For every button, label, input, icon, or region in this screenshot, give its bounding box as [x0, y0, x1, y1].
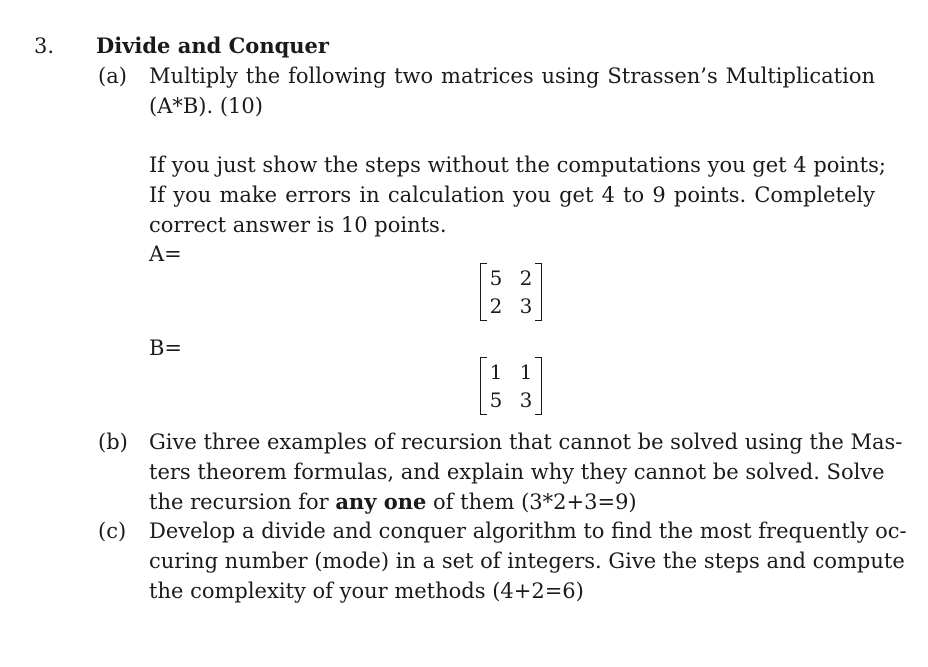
- matrix-a-label: A=: [149, 242, 182, 266]
- part-b-line-3: [149, 487, 637, 517]
- question-title: Divide and Conquer: [96, 33, 329, 58]
- matrix-a: [480, 263, 542, 321]
- part-a-line-2: (A*B). (10): [149, 94, 263, 118]
- emphasis-any-one: any one: [335, 489, 427, 514]
- part-a-note-line-2: If you make errors in calculation you get 4 to 9 points. Completely: [149, 183, 875, 207]
- part-b-line-2: ters theorem formulas, and explain why they cannot be solved. Solve: [149, 460, 885, 484]
- matrix-b-label: B=: [149, 336, 183, 360]
- part-a-note-line-3: correct answer is 10 points.: [149, 213, 447, 237]
- matrix-b-cell: 1: [519, 360, 533, 384]
- part-c-line-2: curing number (mode) in a set of integers. Give the steps and compute: [149, 549, 905, 573]
- matrix-b: [480, 357, 542, 415]
- part-c-line-3: the complexity of your methods (4+2=6): [149, 579, 584, 603]
- matrix-a-cell: 2: [519, 266, 533, 290]
- matrix-a-cell: 3: [519, 294, 533, 318]
- matrix-a-cell: 2: [489, 294, 503, 318]
- part-b-label: (b): [98, 430, 128, 454]
- matrix-b-cell: 3: [519, 388, 533, 412]
- right-bracket: [535, 357, 542, 415]
- part-b-line-3-post: of them (3*2+3=9): [426, 490, 637, 514]
- part-b-line-3-pre: the recursion for: [149, 490, 336, 514]
- matrix-b-cell: 5: [489, 388, 503, 412]
- part-a-note-line-1: If you just show the steps without the computations you get 4 points;: [149, 153, 886, 177]
- question-number: 3.: [34, 34, 55, 58]
- part-c-label: (c): [98, 519, 127, 543]
- part-c-line-1: Develop a divide and conquer algorithm to find the most frequently oc-: [149, 519, 907, 543]
- matrix-b-cell: 1: [489, 360, 503, 384]
- part-a-label: (a): [98, 64, 127, 88]
- part-a-line-1: Multiply the following two matrices using Strassen’s Multiplication: [149, 64, 875, 88]
- part-b-line-1: Give three examples of recursion that cannot be solved using the Mas-: [149, 430, 903, 454]
- right-bracket: [535, 263, 542, 321]
- matrix-a-cell: 5: [489, 266, 503, 290]
